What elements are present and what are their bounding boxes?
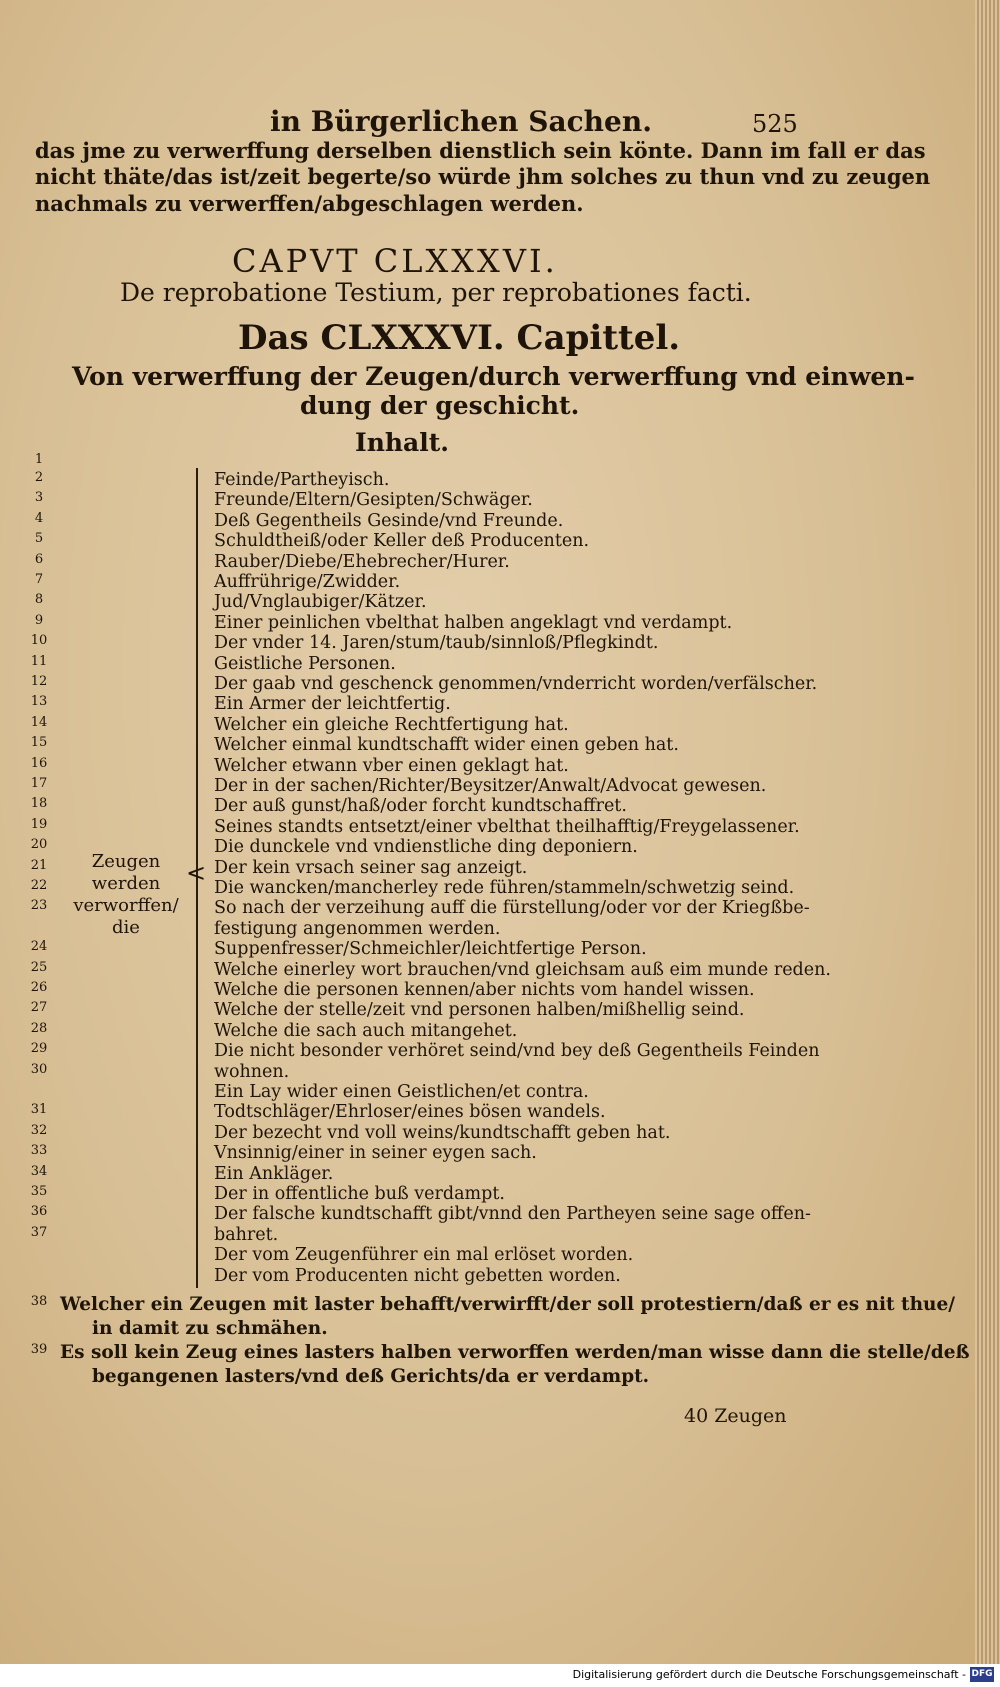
contents-entry: Auffrührige/Zwidder. bbox=[214, 572, 401, 592]
german-chapter-subtitle: Von verwerffung der Zeugen/durch verwerffung vnd einwen- bbox=[72, 362, 915, 391]
contents-entry: Seines standts entsetzt/einer vbelthat theilhafftig/Freygelassener. bbox=[214, 816, 800, 837]
contents-entry: Der kein vrsach seiner sag anzeigt. bbox=[214, 857, 528, 878]
line-number: 14 bbox=[30, 714, 48, 730]
line-number: 12 bbox=[30, 674, 48, 689]
line-number: 27 bbox=[30, 1000, 48, 1016]
line-number: 17 bbox=[30, 776, 48, 791]
line-number: 39 bbox=[30, 1342, 48, 1357]
contents-entry: Welcher ein gleiche Rechtfertigung hat. bbox=[214, 714, 569, 735]
contents-entry: Suppenfresser/Schmeichler/leichtfertige Person. bbox=[214, 939, 647, 960]
line-number: 37 bbox=[30, 1224, 48, 1240]
line-number: 9 bbox=[34, 612, 44, 628]
line-number: 5 bbox=[34, 531, 44, 547]
contents-entry: Jud/Vnglaubiger/Kätzer. bbox=[214, 592, 427, 613]
line-number: 23 bbox=[30, 898, 48, 914]
contents-entry: Todtschläger/Ehrloser/eines bösen wandels. bbox=[214, 1102, 606, 1123]
line-number: 4 bbox=[34, 510, 44, 526]
running-head: in Bürgerlichen Sachen. bbox=[270, 105, 652, 138]
closing-line: in damit zu schmähen. bbox=[92, 1318, 328, 1339]
page-number: 525 bbox=[752, 110, 798, 138]
contents-entry: Die dunckele vnd vndienstliche ding deponiern. bbox=[214, 837, 638, 858]
line-number: 35 bbox=[30, 1184, 48, 1199]
contents-entry: Vnsinnig/einer in seiner eygen sach. bbox=[214, 1143, 537, 1164]
contents-entry: festigung angenommen werden. bbox=[214, 918, 501, 939]
line-number: 28 bbox=[30, 1020, 48, 1036]
line-number: 11 bbox=[30, 653, 48, 669]
line-number: 31 bbox=[30, 1102, 48, 1118]
contents-entry: Der in der sachen/Richter/Beysitzer/Anwalt/Advocat gewesen. bbox=[214, 776, 767, 796]
latin-chapter-title: CAPVT CLXXXVI. bbox=[232, 242, 558, 280]
contents-entry: Einer peinlichen vbelthat halben angeklagt vnd verdampt. bbox=[214, 612, 733, 633]
latin-chapter-subtitle: De reprobatione Testium, per reprobationes facti. bbox=[120, 278, 752, 307]
line-number: 10 bbox=[30, 633, 48, 649]
contents-entry: Ein Armer der leichtfertig. bbox=[214, 694, 451, 715]
contents-entry: wohnen. bbox=[214, 1061, 290, 1082]
line-number: 19 bbox=[30, 816, 48, 832]
contents-entry: Welche der stelle/zeit vnd personen halben/mißhellig seind. bbox=[214, 1000, 745, 1021]
line-number: 33 bbox=[30, 1143, 48, 1159]
contents-entry: Der vom Producenten nicht gebetten worden. bbox=[214, 1265, 621, 1286]
contents-entry: Die nicht besonder verhöret seind/vnd bey deß Gegentheils Feinden bbox=[214, 1041, 820, 1062]
contents-entry: Der falsche kundtschafft gibt/vnnd den Partheyen seine sage offen- bbox=[214, 1204, 811, 1225]
carry-over-line: nicht thäte/das ist/zeit begerte/so würde jhm solches zu thun vnd zu zeugen bbox=[35, 164, 931, 189]
contents-entry: Welche die personen kennen/aber nichts vom handel wissen. bbox=[214, 980, 755, 1000]
line-number: 22 bbox=[30, 878, 48, 893]
line-number: 6 bbox=[34, 551, 44, 567]
contents-entry: Der in offentliche buß verdampt. bbox=[214, 1184, 505, 1204]
line-number: 36 bbox=[30, 1204, 48, 1220]
line-number: 38 bbox=[30, 1294, 48, 1309]
contents-entry: Die wancken/mancherley rede führen/stammeln/schwetzig seind. bbox=[214, 878, 795, 898]
contents-entry: Ein Ankläger. bbox=[214, 1163, 334, 1184]
contents-entry: Welcher einmal kundtschafft wider einen geben hat. bbox=[214, 735, 679, 756]
line-number: 21 bbox=[30, 857, 48, 873]
closing-line: Welcher ein Zeugen mit laster behafft/verwirfft/der soll protestiern/daß er es nit thue/ bbox=[60, 1294, 955, 1315]
line-number: 16 bbox=[30, 755, 48, 771]
closing-line: begangenen lasters/vnd deß Gerichts/da er verdampt. bbox=[92, 1366, 650, 1387]
german-chapter-subtitle: dung der geschicht. bbox=[300, 391, 580, 420]
contents-entry: Rauber/Diebe/Ehebrecher/Hurer. bbox=[214, 551, 510, 572]
line-number: 26 bbox=[30, 980, 48, 995]
line-number: 25 bbox=[30, 959, 48, 975]
contents-entry: Feinde/Partheyisch. bbox=[214, 470, 390, 490]
line-number: 2 bbox=[34, 470, 44, 485]
brace-label-line: die bbox=[112, 917, 140, 938]
contents-entry: Der gaab vnd geschenck genommen/vnderricht worden/verfälscher. bbox=[214, 674, 818, 694]
closing-line: Es soll kein Zeug eines lasters halben verworffen werden/man wisse dann die stelle/deß bbox=[60, 1342, 970, 1363]
brace-label-line: verworffen/ bbox=[73, 895, 179, 916]
line-number: 3 bbox=[34, 490, 44, 506]
footer-credit: Digitalisierung gefördert durch die Deutsche Forschungsgemeinschaft - bbox=[572, 1668, 966, 1681]
contents-entry: Der bezecht vnd voll weins/kundtschafft geben hat. bbox=[214, 1122, 671, 1143]
dfg-logo: DFG bbox=[970, 1667, 994, 1682]
contents-entry: Geistliche Personen. bbox=[214, 653, 396, 674]
line-number: 24 bbox=[30, 939, 48, 955]
line-number: 30 bbox=[30, 1061, 48, 1077]
line-number: 13 bbox=[30, 694, 48, 710]
contents-entry: bahret. bbox=[214, 1224, 279, 1245]
brace-label bbox=[62, 851, 190, 939]
contents-heading: Inhalt. bbox=[355, 428, 449, 457]
carry-over-line: das jme zu verwerffung derselben dienstlich sein könte. Dann im fall er das bbox=[35, 138, 926, 163]
line-number: 1 bbox=[34, 452, 44, 467]
brace-label-line: Zeugen werden bbox=[91, 851, 161, 894]
line-number: 15 bbox=[30, 735, 48, 751]
contents-entry: So nach der verzeihung auff die fürstellung/oder vor der Kriegßbe- bbox=[214, 898, 810, 919]
line-number: 34 bbox=[30, 1163, 48, 1179]
german-chapter-title: Das CLXXXVI. Capittel. bbox=[238, 318, 681, 358]
brace-point: < bbox=[186, 859, 207, 887]
page-stack-edge bbox=[975, 0, 1000, 1680]
line-number: 7 bbox=[34, 572, 44, 587]
contents-entry: Welche die sach auch mitangehet. bbox=[214, 1020, 518, 1041]
line-number: 29 bbox=[30, 1041, 48, 1057]
contents-entry: Welche einerley wort brauchen/vnd gleichsam auß eim munde reden. bbox=[214, 959, 831, 980]
line-number: 8 bbox=[34, 592, 44, 608]
line-number: 32 bbox=[30, 1122, 48, 1138]
contents-entry: Der vnder 14. Jaren/stum/taub/sinnloß/Pflegkindt. bbox=[214, 633, 659, 654]
contents-entry: Ein Lay wider einen Geistlichen/et contra. bbox=[214, 1082, 589, 1102]
contents-entry: Der vom Zeugenführer ein mal erlöset worden. bbox=[214, 1245, 634, 1266]
line-number: 20 bbox=[30, 837, 48, 853]
contents-entry: Welcher etwann vber einen geklagt hat. bbox=[214, 755, 569, 776]
contents-entry: Freunde/Eltern/Gesipten/Schwäger. bbox=[214, 490, 533, 511]
contents-entry: Der auß gunst/haß/oder forcht kundtschaffret. bbox=[214, 796, 627, 817]
carry-over-line: nachmals zu verwerffen/abgeschlagen werden. bbox=[35, 191, 584, 216]
contents-entry: Deß Gegentheils Gesinde/vnd Freunde. bbox=[214, 510, 564, 531]
line-number: 18 bbox=[30, 796, 48, 812]
catchword: 40 Zeugen bbox=[684, 1405, 787, 1427]
contents-entry: Schuldtheiß/oder Keller deß Producenten. bbox=[214, 531, 590, 552]
